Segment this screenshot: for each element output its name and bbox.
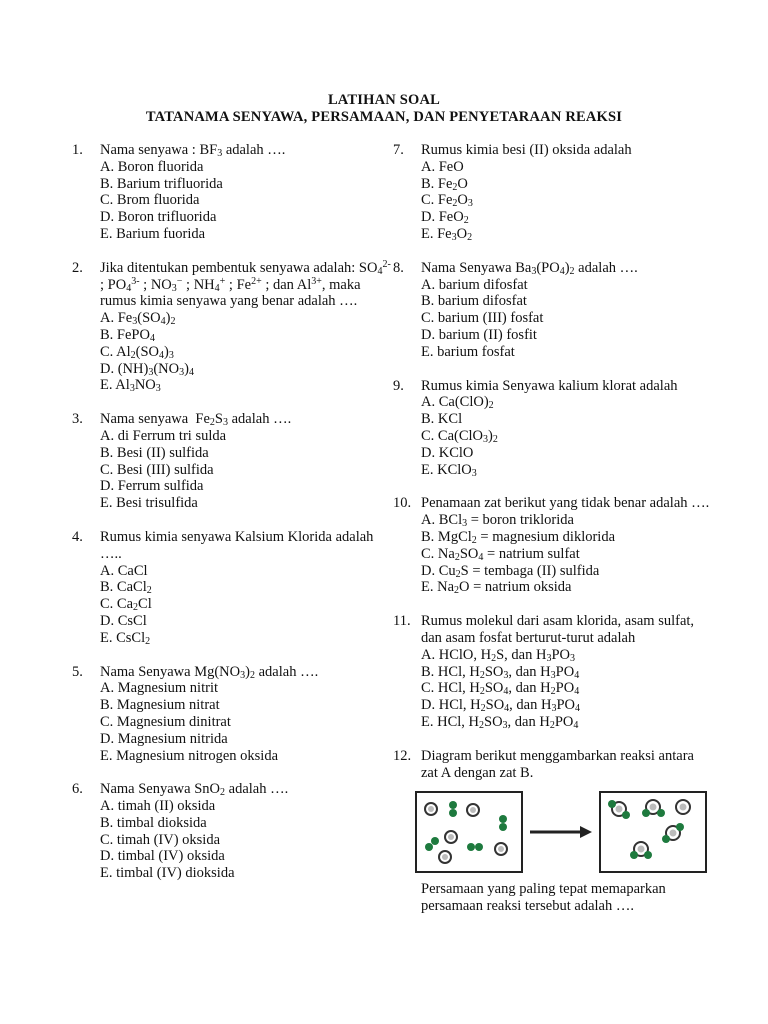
reactant-box (415, 791, 523, 873)
answer-option-e: E. $Na_2O$ = natrium oksida (421, 579, 572, 597)
answer-option-b: B. Magnesium nitrat (100, 697, 220, 714)
question-stem: Jika ditentukan pembentuk senyawa adalah: $SO_4^{2-}$ ; $PO_4^{3-}$ ; $NO_3^-$ ; $NH_4^+$ ; $Fe^{2+}$ ; dan $Al^{3+}$, maka rumus kimia senyawa yang benar adalah …. (100, 258, 391, 310)
answer-option-a: A. $Ca(ClO)_2$ (421, 394, 494, 412)
answer-option-e: E. Besi trisulfida (100, 495, 198, 512)
question-11 (393, 613, 713, 731)
answer-option-a: A. HClO, $H_2S$, dan $H_3PO_3$ (421, 646, 575, 664)
answer-option-d: D. FeO$_2$ (421, 209, 469, 227)
answer-option-d: D. CsCl (100, 612, 147, 629)
question-body (421, 260, 713, 361)
question-body (421, 613, 713, 731)
question-number: 10. (393, 495, 412, 512)
answer-option-e: E. KClO$_3$ (421, 461, 477, 479)
question-stem: Nama Senyawa SnO$_2$ adalah …. (100, 781, 289, 799)
answer-option-d: D. $(NH)_3(NO_3)_4$ (100, 360, 194, 378)
page-subtitle: TATANAMA SENYAWA, PERSAMAAN, DAN PENYETARAAN REAKSI (145, 109, 623, 125)
answer-option-e: E. Barium fuorida (100, 225, 206, 242)
question-body (100, 260, 392, 394)
question-body (100, 142, 392, 243)
answer-option-c: C. $Fe_2O_3$ (421, 192, 473, 210)
question-stem: Rumus kimia Senyawa kalium klorat adalah (421, 377, 678, 394)
reaction-diagram (415, 791, 713, 873)
question-stem: Nama senyawa : $BF_3$ adalah …. (100, 142, 286, 159)
question-number: 7. (393, 142, 404, 158)
question-body (100, 411, 392, 512)
answer-option-c: C. $Na_2SO_4$ = natrium sulfat (421, 545, 580, 563)
answer-option-b: B. Barium trifluorida (100, 175, 223, 192)
question-stem: Penamaan zat berikut yang tidak benar adalah …. (421, 495, 710, 512)
answer-option-d: D. Magnesium nitrida (100, 730, 228, 747)
product-particles-icon (601, 793, 705, 871)
answer-option-a: A. barium difosfat (421, 276, 528, 293)
answer-option-e: E. HCl, $H_2SO_3$, dan $H_2PO_4$ (421, 713, 579, 731)
question-number: 5. (72, 663, 83, 680)
question-number: 11. (393, 613, 411, 630)
question-body (421, 378, 713, 479)
product-box (599, 791, 707, 873)
question-number: 8. (393, 259, 404, 276)
question-1 (72, 142, 392, 243)
answer-option-c: C. Magnesium dinitrat (100, 713, 231, 730)
question-number: 9. (393, 377, 404, 394)
arrow-icon (523, 826, 599, 838)
left-column (72, 142, 392, 882)
answer-option-c: C. $Ca(ClO_3)_2$ (421, 427, 498, 445)
answer-option-d: D. Ferrum sulfida (100, 478, 204, 495)
question-body (100, 529, 392, 647)
answer-option-a: A. di Ferrum tri sulda (100, 427, 227, 444)
answer-option-e: E. CsCl$_2$ (100, 629, 151, 647)
answer-option-d: D. HCl, $H_2SO_4$, dan $H_3PO_4$ (421, 697, 581, 715)
question-4 (72, 529, 392, 647)
question-6 (72, 781, 392, 882)
answer-option-c: C. Besi (III) sulfida (100, 461, 214, 478)
question-2 (72, 260, 392, 394)
question-number: 3. (72, 411, 83, 428)
question-stem: Nama Senyawa $Mg(NO_3)_2$ adalah …. (100, 663, 319, 681)
answer-option-b: B. barium difosfat (421, 293, 527, 310)
answer-option-e: E. timbal (IV) dioksida (100, 865, 235, 882)
question-3 (72, 411, 392, 512)
answer-option-d: D. KClO (421, 444, 474, 461)
answer-option-b: B. KCl (421, 411, 463, 428)
answer-option-d: D. $Cu_2S$ = tembaga (II) sulfida (421, 562, 600, 580)
answer-option-c: C. timah (IV) oksida (100, 831, 221, 848)
question-stem: Rumus kimia senyawa Kalsium Klorida adalah ….. (100, 528, 374, 562)
question-followup: Persamaan yang paling tepat memaparkan persamaan reaksi tersebut adalah …. (421, 881, 666, 915)
answer-option-d: D. barium (II) fosfit (421, 326, 537, 343)
question-12 (393, 748, 713, 915)
answer-option-b: B. HCl, $H_2SO_3$, dan $H_3PO_4$ (421, 663, 580, 681)
question-5 (72, 664, 392, 765)
page-title: LATIHAN SOAL (327, 92, 441, 108)
answer-option-c: C. barium (III) fosfat (421, 310, 544, 327)
answer-option-a: A. BCl$_3$ = boron triklorida (421, 512, 574, 530)
answer-option-e: E. $Al_3NO_3$ (100, 377, 161, 395)
answer-option-a: A. FeO (421, 158, 464, 175)
question-stem: Rumus kimia besi (II) oksida adalah (421, 142, 632, 158)
question-10 (393, 495, 713, 596)
answer-option-c: C. $Al_2(SO_4)_3$ (100, 343, 174, 361)
answer-option-b: B. FePO$_4$ (100, 326, 155, 344)
question-stem: Nama Senyawa $Ba_3(PO_4)_2$ adalah …. (421, 259, 638, 277)
reactant-particles-icon (417, 793, 521, 871)
question-stem: Nama senyawa $Fe_2S_3$ adalah …. (100, 411, 292, 429)
answer-option-a: A. timah (II) oksida (100, 798, 216, 815)
question-number: 2. (72, 259, 83, 276)
answer-option-e: E. Magnesium nitrogen oksida (100, 747, 279, 764)
answer-option-e: E. barium fosfat (421, 343, 515, 360)
answer-option-d: D. Boron trifluorida (100, 209, 217, 226)
answer-option-a: A. $Fe_3(SO_4)_2$ (100, 310, 176, 328)
answer-option-b: B. timbal dioksida (100, 814, 207, 831)
answer-option-b: B. Besi (II) sulfida (100, 444, 209, 461)
question-number: 12. (393, 747, 412, 764)
answer-option-d: D. timbal (IV) oksida (100, 848, 225, 865)
answer-option-a: A. CaCl (100, 562, 148, 579)
question-number: 4. (72, 528, 83, 545)
answer-option-b: B. MgCl$_2$ = magnesium diklorida (421, 528, 616, 546)
answer-option-a: A. Boron fluorida (100, 158, 204, 175)
question-body (421, 748, 713, 915)
question-stem: Rumus molekul dari asam klorida, asam sulfat, dan asam fosfat berturut-turut adalah (421, 613, 695, 646)
question-body (100, 781, 392, 882)
question-8 (393, 260, 713, 361)
answer-option-b: B. CaCl$_2$ (100, 579, 152, 597)
question-9 (393, 378, 713, 479)
question-body (421, 142, 713, 243)
answer-option-e: E. $Fe_3O_2$ (421, 225, 473, 243)
right-column (393, 142, 713, 915)
answer-option-a: A. Magnesium nitrit (100, 680, 219, 697)
question-body (100, 664, 392, 765)
answer-option-c: C. HCl, $H_2SO_4$, dan $H_2PO_4$ (421, 680, 580, 698)
question-7 (393, 142, 713, 243)
question-stem: Diagram berikut menggambarkan reaksi antara zat A dengan zat B. (421, 747, 694, 781)
answer-option-b: B. $Fe_2O$ (421, 175, 468, 193)
answer-option-c: C. $Ca_2Cl$ (100, 596, 152, 614)
question-number: 1. (72, 142, 83, 158)
question-body (421, 495, 713, 596)
answer-option-c: C. Brom fluorida (100, 192, 200, 209)
question-number: 6. (72, 781, 83, 798)
